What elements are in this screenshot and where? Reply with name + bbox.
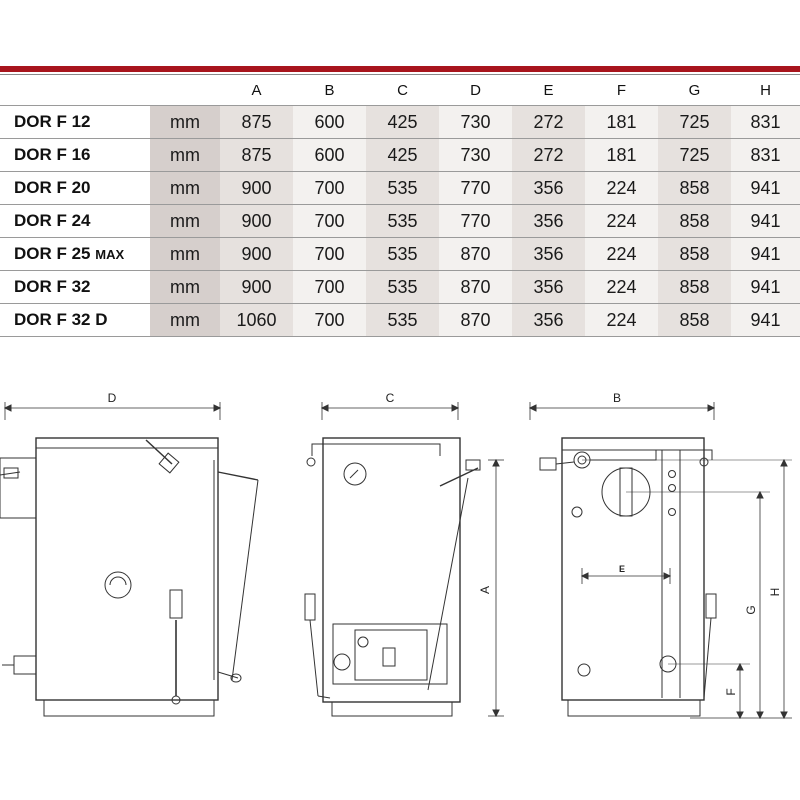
value-cell: 535 [366,271,439,304]
value-cell: 535 [366,205,439,238]
dimension-label-f: F [724,688,738,696]
value-cell: 181 [585,139,658,172]
unit-cell: mm [150,172,220,205]
value-cell: 356 [512,172,585,205]
unit-cell: mm [150,205,220,238]
value-cell: 870 [439,238,512,271]
table-row [0,139,800,172]
table-row [0,106,800,139]
model-name: DOR F 12 [14,112,91,131]
model-name: DOR F 24 [14,211,91,230]
column-header: B [324,82,335,99]
value-cell: 941 [731,205,800,238]
model-name: DOR F 20 [14,178,91,197]
value-cell: 730 [439,139,512,172]
value-cell: 356 [512,271,585,304]
value-cell: 600 [293,139,366,172]
value-cell: 425 [366,106,439,139]
column-header: E [543,82,554,99]
dimensions-table [0,76,800,337]
value-cell: 858 [658,238,731,271]
side-view [0,402,258,716]
table-row [0,238,800,271]
value-cell: 858 [658,172,731,205]
value-cell: 858 [658,271,731,304]
table-row [0,271,800,304]
value-cell: 941 [731,172,800,205]
value-cell: 272 [512,139,585,172]
value-cell: 941 [731,238,800,271]
model-name: DOR F 32 [14,277,91,296]
value-cell: 224 [585,205,658,238]
value-cell: 900 [220,238,293,271]
value-cell: 425 [366,139,439,172]
value-cell: 875 [220,106,293,139]
value-cell: 181 [585,106,658,139]
table-header [0,76,800,106]
table-row [0,205,800,238]
value-cell: 600 [293,106,366,139]
value-cell: 870 [439,271,512,304]
header-spacer [150,76,220,106]
table-row [0,304,800,337]
unit-cell: mm [150,238,220,271]
dimension-label-b: B [612,391,622,405]
dimension-label-h: H [768,587,782,597]
value-cell: 224 [585,304,658,337]
value-cell: 356 [512,304,585,337]
model-cell [0,139,150,172]
model-name: DOR F 25 [14,244,91,263]
model-cell [0,205,150,238]
value-cell: 730 [439,106,512,139]
column-header: A [251,82,262,99]
table-row [0,172,800,205]
value-cell: 858 [658,304,731,337]
model-cell [0,106,150,139]
value-cell: 875 [220,139,293,172]
value-cell: 941 [731,304,800,337]
column-header: H [760,82,771,99]
value-cell: 770 [439,205,512,238]
value-cell: 700 [293,238,366,271]
dimension-label-a: A [478,585,492,595]
table-body [0,106,800,337]
model-cell [0,304,150,337]
value-cell: 356 [512,205,585,238]
dimension-label-g: G [744,605,758,615]
rear-view [530,402,792,718]
value-cell: 272 [512,106,585,139]
top-accent-rule [0,66,800,72]
dimension-label-e: E [618,564,626,574]
value-cell: 700 [293,304,366,337]
value-cell: 870 [439,304,512,337]
column-header: F [616,82,627,99]
unit-cell: mm [150,106,220,139]
header-spacer [0,76,150,106]
value-cell: 535 [366,304,439,337]
dimension-label-d: D [107,391,117,405]
value-cell: 700 [293,271,366,304]
unit-cell: mm [150,139,220,172]
value-cell: 700 [293,172,366,205]
value-cell: 535 [366,238,439,271]
value-cell: 725 [658,106,731,139]
value-cell: 700 [293,205,366,238]
value-cell: 224 [585,238,658,271]
unit-cell: mm [150,271,220,304]
model-cell [0,271,150,304]
model-cell [0,238,150,271]
model-name: DOR F 32 D [14,310,108,329]
value-cell: 858 [658,205,731,238]
value-cell: 831 [731,139,800,172]
column-header: C [397,82,408,99]
front-view [305,402,504,716]
value-cell: 356 [512,238,585,271]
value-cell: 224 [585,172,658,205]
value-cell: 535 [366,172,439,205]
model-cell [0,172,150,205]
value-cell: 725 [658,139,731,172]
top-divider [0,74,800,75]
boiler-technical-drawing [0,380,800,800]
value-cell: 900 [220,172,293,205]
value-cell: 224 [585,271,658,304]
column-header: G [688,82,701,99]
value-cell: 900 [220,205,293,238]
dimension-label-c: C [385,391,395,405]
value-cell: 770 [439,172,512,205]
unit-cell: mm [150,304,220,337]
value-cell: 1060 [220,304,293,337]
model-suffix: MAX [95,247,125,262]
column-header: D [470,82,481,99]
model-name: DOR F 16 [14,145,91,164]
value-cell: 831 [731,106,800,139]
value-cell: 900 [220,271,293,304]
value-cell: 941 [731,271,800,304]
